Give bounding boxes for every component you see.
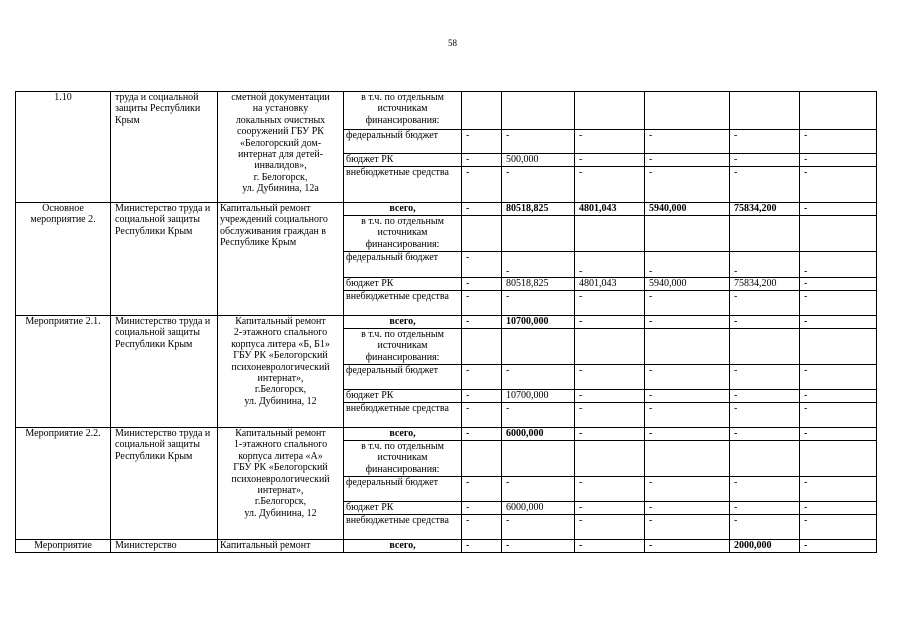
empty-cell bbox=[800, 329, 877, 365]
table-row bbox=[16, 316, 877, 329]
value-cell: 80518,825 bbox=[502, 203, 575, 216]
value-cell: - bbox=[462, 365, 502, 390]
source-incl-label: в т.ч. по отдельным источникам финансирования: bbox=[344, 441, 462, 477]
value-cell: - bbox=[730, 477, 800, 502]
empty-cell bbox=[575, 92, 645, 130]
value-cell: - bbox=[575, 252, 645, 278]
value-cell: - bbox=[730, 365, 800, 390]
value-cell: - bbox=[730, 167, 800, 203]
table-row bbox=[16, 203, 877, 216]
row-number: Основное мероприятие 2. bbox=[16, 203, 111, 316]
value-cell: 75834,200 bbox=[730, 278, 800, 291]
description-cell: сметной документации на установку локальных очистных сооружений ГБУ РК «Белогорский дом- интернат для детей- инвалидов», г. Белогорск, ул. Дубинина, 12а bbox=[218, 92, 344, 203]
value-cell: - bbox=[502, 252, 575, 278]
value-cell: - bbox=[575, 540, 645, 553]
empty-cell bbox=[645, 92, 730, 130]
empty-cell bbox=[462, 441, 502, 477]
value-cell: - bbox=[730, 316, 800, 329]
row-number: Мероприятие 2.2. bbox=[16, 428, 111, 540]
empty-cell bbox=[645, 216, 730, 252]
value-cell: - bbox=[645, 167, 730, 203]
value-cell: 80518,825 bbox=[502, 278, 575, 291]
page-number: 58 bbox=[448, 38, 457, 48]
description-cell: Капитальный ремонт учреждений социального обслуживания граждан в Республике Крым bbox=[218, 203, 344, 316]
value-cell: - bbox=[730, 390, 800, 403]
empty-cell bbox=[645, 441, 730, 477]
empty-cell bbox=[462, 216, 502, 252]
description-cell: Капитальный ремонт 2-этажного спального корпуса литера «Б, Б1» ГБУ РК «Белогорский психоневрологический интернат», г.Белогорск, ул. Дубинина, 12 bbox=[218, 316, 344, 428]
value-cell: - bbox=[462, 291, 502, 316]
executor-cell: Министерство труда и социальной защиты Республики Крым bbox=[111, 428, 218, 540]
source-label: федеральный бюджет bbox=[344, 477, 462, 502]
value-cell: 5940,000 bbox=[645, 203, 730, 216]
value-cell: - bbox=[502, 540, 575, 553]
value-cell: 4801,043 bbox=[575, 278, 645, 291]
value-cell: - bbox=[575, 365, 645, 390]
empty-cell bbox=[800, 441, 877, 477]
source-incl-label: в т.ч. по отдельным источникам финансирования: bbox=[344, 329, 462, 365]
empty-cell bbox=[730, 329, 800, 365]
value-cell: - bbox=[502, 515, 575, 540]
value-cell: - bbox=[800, 316, 877, 329]
value-cell: - bbox=[462, 403, 502, 428]
value-cell: - bbox=[645, 540, 730, 553]
value-cell: 6000,000 bbox=[502, 502, 575, 515]
value-cell: - bbox=[502, 167, 575, 203]
value-cell: 75834,200 bbox=[730, 203, 800, 216]
value-cell: - bbox=[645, 403, 730, 428]
empty-cell bbox=[730, 92, 800, 130]
source-total-label: всего, bbox=[344, 540, 462, 553]
empty-cell bbox=[800, 216, 877, 252]
value-cell: - bbox=[502, 130, 575, 154]
empty-cell bbox=[575, 441, 645, 477]
source-label: федеральный бюджет bbox=[344, 365, 462, 390]
value-cell: - bbox=[462, 477, 502, 502]
source-label: федеральный бюджет bbox=[344, 252, 462, 278]
value-cell: - bbox=[800, 278, 877, 291]
empty-cell bbox=[730, 441, 800, 477]
value-cell: - bbox=[575, 154, 645, 167]
source-label: внебюджетные средства bbox=[344, 291, 462, 316]
value-cell: - bbox=[575, 403, 645, 428]
value-cell: - bbox=[730, 291, 800, 316]
empty-cell bbox=[502, 441, 575, 477]
source-label: федеральный бюджет bbox=[344, 130, 462, 154]
source-label: бюджет РК bbox=[344, 278, 462, 291]
value-cell: - bbox=[730, 154, 800, 167]
value-cell: - bbox=[645, 365, 730, 390]
value-cell: - bbox=[502, 365, 575, 390]
source-label: внебюджетные средства bbox=[344, 167, 462, 203]
executor-cell: труда и социальной защиты Республики Крым bbox=[111, 92, 218, 203]
value-cell: - bbox=[730, 502, 800, 515]
value-cell: 10700,000 bbox=[502, 390, 575, 403]
empty-cell bbox=[502, 329, 575, 365]
description-cell: Капитальный ремонт 1-этажного спального корпуса литера «А» ГБУ РК «Белогорский психоневрологический интернат», г.Белогорск, ул. Дубинина, 12 bbox=[218, 428, 344, 540]
value-cell: - bbox=[800, 365, 877, 390]
source-label: бюджет РК bbox=[344, 502, 462, 515]
empty-cell bbox=[730, 216, 800, 252]
value-cell: - bbox=[645, 428, 730, 441]
value-cell: - bbox=[800, 540, 877, 553]
value-cell: - bbox=[462, 154, 502, 167]
value-cell: - bbox=[645, 515, 730, 540]
table-row bbox=[16, 428, 877, 441]
value-cell: - bbox=[730, 130, 800, 154]
source-incl-label: в т.ч. по отдельным источникам финансирования: bbox=[344, 92, 462, 130]
value-cell: - bbox=[502, 477, 575, 502]
value-cell: - bbox=[645, 316, 730, 329]
value-cell: - bbox=[575, 390, 645, 403]
empty-cell bbox=[575, 329, 645, 365]
value-cell: - bbox=[730, 428, 800, 441]
value-cell: - bbox=[800, 203, 877, 216]
value-cell: - bbox=[575, 428, 645, 441]
empty-cell bbox=[645, 329, 730, 365]
value-cell: - bbox=[800, 291, 877, 316]
value-cell: - bbox=[462, 502, 502, 515]
empty-cell bbox=[462, 329, 502, 365]
description-cell: Капитальный ремонт bbox=[218, 540, 344, 553]
row-number: 1.10 bbox=[16, 92, 111, 203]
value-cell: - bbox=[800, 130, 877, 154]
value-cell: - bbox=[462, 515, 502, 540]
empty-cell bbox=[462, 92, 502, 130]
value-cell: - bbox=[800, 515, 877, 540]
source-total-label: всего, bbox=[344, 428, 462, 441]
value-cell: 4801,043 bbox=[575, 203, 645, 216]
value-cell: - bbox=[800, 428, 877, 441]
value-cell: - bbox=[645, 252, 730, 278]
value-cell: 500,000 bbox=[502, 154, 575, 167]
value-cell: - bbox=[800, 167, 877, 203]
value-cell: - bbox=[575, 515, 645, 540]
executor-cell: Министерство bbox=[111, 540, 218, 553]
value-cell: 10700,000 bbox=[502, 316, 575, 329]
value-cell: - bbox=[800, 154, 877, 167]
value-cell: - bbox=[502, 403, 575, 428]
source-label: внебюджетные средства bbox=[344, 403, 462, 428]
source-label: внебюджетные средства bbox=[344, 515, 462, 540]
row-number: Мероприятие bbox=[16, 540, 111, 553]
value-cell: - bbox=[462, 252, 502, 278]
empty-cell bbox=[575, 216, 645, 252]
value-cell: - bbox=[575, 167, 645, 203]
source-total-label: всего, bbox=[344, 203, 462, 216]
value-cell: - bbox=[462, 428, 502, 441]
value-cell: - bbox=[502, 291, 575, 316]
value-cell: - bbox=[462, 540, 502, 553]
value-cell: - bbox=[645, 390, 730, 403]
source-total-label: всего, bbox=[344, 316, 462, 329]
executor-cell: Министерство труда и социальной защиты Республики Крым bbox=[111, 316, 218, 428]
value-cell: - bbox=[800, 403, 877, 428]
value-cell: 6000,000 bbox=[502, 428, 575, 441]
value-cell: - bbox=[800, 390, 877, 403]
value-cell: - bbox=[800, 477, 877, 502]
value-cell: - bbox=[800, 252, 877, 278]
table-row bbox=[16, 92, 877, 130]
source-label: бюджет РК bbox=[344, 390, 462, 403]
empty-cell bbox=[502, 216, 575, 252]
value-cell: - bbox=[645, 477, 730, 502]
empty-cell bbox=[800, 92, 877, 130]
value-cell: - bbox=[730, 515, 800, 540]
value-cell: - bbox=[462, 167, 502, 203]
empty-cell bbox=[502, 92, 575, 130]
table-row bbox=[16, 540, 877, 553]
row-number: Мероприятие 2.1. bbox=[16, 316, 111, 428]
value-cell: - bbox=[730, 403, 800, 428]
value-cell: 2000,000 bbox=[730, 540, 800, 553]
value-cell: - bbox=[462, 203, 502, 216]
value-cell: - bbox=[645, 154, 730, 167]
value-cell: - bbox=[575, 316, 645, 329]
source-incl-label: в т.ч. по отдельным источникам финансирования: bbox=[344, 216, 462, 252]
value-cell: - bbox=[462, 130, 502, 154]
value-cell: - bbox=[462, 278, 502, 291]
source-label: бюджет РК bbox=[344, 154, 462, 167]
executor-cell: Министерство труда и социальной защиты Республики Крым bbox=[111, 203, 218, 316]
value-cell: - bbox=[462, 316, 502, 329]
value-cell: - bbox=[575, 502, 645, 515]
value-cell: 5940,000 bbox=[645, 278, 730, 291]
value-cell: - bbox=[575, 130, 645, 154]
value-cell: - bbox=[645, 130, 730, 154]
value-cell: - bbox=[800, 502, 877, 515]
value-cell: - bbox=[645, 291, 730, 316]
value-cell: - bbox=[575, 477, 645, 502]
value-cell: - bbox=[645, 502, 730, 515]
financing-table bbox=[15, 91, 877, 553]
value-cell: - bbox=[730, 252, 800, 278]
value-cell: - bbox=[462, 390, 502, 403]
value-cell: - bbox=[575, 291, 645, 316]
